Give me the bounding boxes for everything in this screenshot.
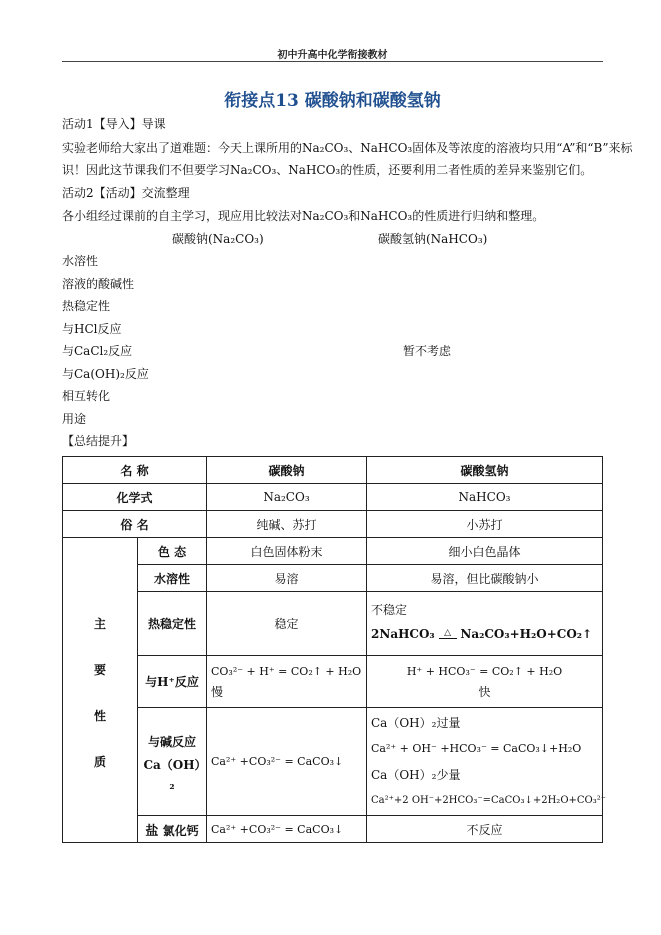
base-nahco3: Ca（OH）₂过量 Ca²⁺ + OH⁻ +HCO₃⁻ = CaCO₃↓+H₂O Ca（OH）₂少量 Ca²⁺+2 OH⁻+2HCO₃⁻=CaCO₃↓+2H₂O+CO₃²⁻	[367, 708, 603, 816]
thermal-label: 热稳定性	[138, 592, 207, 656]
page-header: 初中升高中化学衔接教材	[277, 50, 388, 61]
table-row	[63, 816, 603, 843]
activity1-label: 活动1【导入】导课	[62, 117, 166, 131]
table-row	[63, 656, 603, 708]
solubility-nahco3: 易溶，但比碳酸钠小	[367, 565, 603, 592]
table-row	[63, 708, 603, 816]
table-row	[63, 565, 603, 592]
main-properties-label: 主 要 性 质	[63, 538, 138, 843]
table-row	[63, 511, 603, 538]
table-row	[63, 592, 603, 656]
salt-na2co3: Ca²⁺ +CO₃²⁻ = CaCO₃↓	[207, 816, 367, 843]
thermal-nahco3-status: 不稳定	[371, 602, 408, 617]
table-row	[63, 484, 603, 511]
formula-label: 化学式	[63, 484, 207, 511]
property-acidity: 溶液的酸碱性	[62, 277, 135, 291]
acid-na2co3: CO₃²⁻ + H⁺ = CO₂↑ + H₂O 慢	[207, 656, 367, 708]
property-thermal: 热稳定性	[62, 299, 111, 313]
formula-nahco3: NaHCO₃	[367, 484, 603, 511]
thermal-nahco3	[367, 592, 603, 656]
heat-symbol: △	[439, 629, 457, 639]
common-name-na2co3: 纯碱、苏打	[207, 511, 367, 538]
salt-label: 盐 氯化钙	[138, 816, 207, 843]
thermal-na2co3: 稳定	[207, 592, 367, 656]
base-na2co3: Ca²⁺ +CO₃²⁻ = CaCO₃↓	[207, 708, 367, 816]
property-hcl: 与HCl反应	[62, 322, 122, 336]
common-name-nahco3: 小苏打	[367, 511, 603, 538]
property-solubility: 水溶性	[62, 254, 99, 268]
common-name-label: 俗 名	[63, 511, 207, 538]
acid-label: 与H⁺反应	[138, 656, 207, 708]
page-title: 衔接点13 碳酸钠和碳酸氢钠	[224, 91, 441, 111]
header-name-cell: 名 称	[63, 457, 207, 484]
color-na2co3: 白色固体粉末	[207, 538, 367, 565]
property-conversion: 相互转化	[62, 389, 111, 403]
intro-line-1: 实验老师给大家出了道难题：今天上课所用的Na₂CO₃、NaHCO₃固体及等浓度的溶液均只用“A”和“B”来标	[62, 141, 633, 155]
property-usage: 用途	[62, 412, 87, 426]
salt-nahco3: 不反应	[367, 816, 603, 843]
compare-header-nahco3: 碳酸氢钠(NaHCO₃)	[378, 232, 488, 246]
thermal-equation: 2NaHCO₃ △ Na₂CO₃+H₂O+CO₂↑	[371, 626, 593, 641]
formula-na2co3: Na₂CO₃	[207, 484, 367, 511]
color-label: 色 态	[138, 538, 207, 565]
color-nahco3: 细小白色晶体	[367, 538, 603, 565]
table-row	[63, 538, 603, 565]
compare-header-na2co3: 碳酸钠(Na₂CO₃)	[172, 232, 264, 246]
acid-nahco3: H⁺ + HCO₃⁻ = CO₂↑ + H₂O 快	[367, 656, 603, 708]
activity2-description: 各小组经过课前的自主学习，现应用比较法对Na₂CO₃和NaHCO₃的性质进行归纳和整理。	[62, 209, 545, 223]
summary-label: 【总结提升】	[62, 434, 135, 448]
header-rule	[62, 61, 603, 62]
header-na2co3-cell: 碳酸钠	[207, 457, 367, 484]
solubility-na2co3: 易溶	[207, 565, 367, 592]
table-row	[63, 457, 603, 484]
solubility-label: 水溶性	[138, 565, 207, 592]
property-cacl2: 与CaCl₂反应	[62, 344, 133, 358]
header-nahco3-cell: 碳酸氢钠	[367, 457, 603, 484]
activity2-label: 活动2【活动】交流整理	[62, 186, 190, 200]
property-caoh2: 与Ca(OH)₂反应	[62, 367, 149, 381]
cacl2-note: 暂不考虑	[403, 344, 452, 358]
intro-line-2: 识！因此这节课我们不但要学习Na₂CO₃、NaHCO₃的性质，还要利用二者性质的差异来鉴别它们。	[62, 163, 593, 177]
base-label: 与碱反应 Ca（OH）₂	[138, 708, 207, 816]
summary-table	[62, 456, 607, 843]
